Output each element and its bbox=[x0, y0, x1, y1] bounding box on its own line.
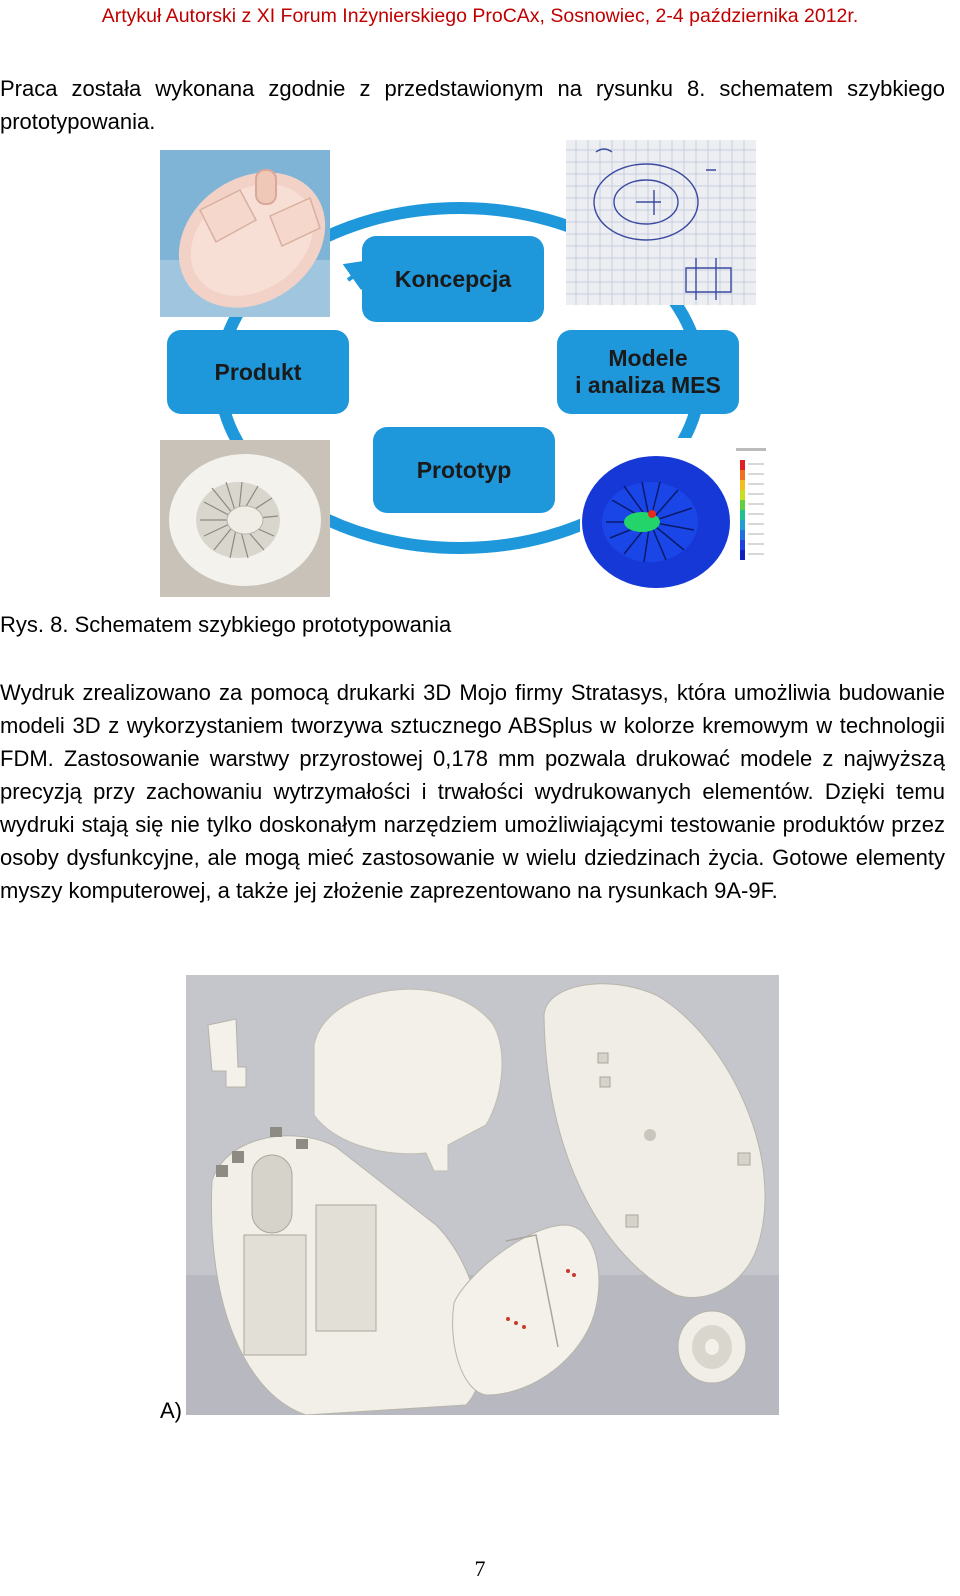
photo-fea-analysis bbox=[580, 438, 780, 603]
box-produkt bbox=[167, 330, 349, 414]
photo-sketch bbox=[566, 140, 756, 305]
intro-paragraph: Praca została wykonana zgodnie z przedstawionym na rysunku 8. schematem szybkiego prototypowania. bbox=[0, 76, 945, 134]
box-modele-label-line1: Modele bbox=[608, 345, 688, 371]
box-modele bbox=[557, 330, 739, 414]
photo-pink-mouse bbox=[160, 150, 330, 317]
box-koncepcja bbox=[362, 236, 544, 322]
box-prototyp-label: Prototyp bbox=[416, 456, 512, 483]
box-prototyp bbox=[373, 427, 555, 513]
figure-8-caption: Rys. 8. Schematem szybkiego prototypowania bbox=[0, 612, 452, 637]
box-modele-label-line2: i analiza MES bbox=[575, 372, 721, 398]
figure-9a-label: A) bbox=[160, 1398, 182, 1423]
figure-9a-photo bbox=[186, 975, 779, 1415]
figure-8 bbox=[0, 0, 960, 610]
photo-white-wheel bbox=[160, 440, 330, 597]
box-koncepcja-label: Koncepcja bbox=[394, 265, 512, 292]
box-produkt-label: Produkt bbox=[214, 358, 302, 385]
running-header: Artykuł Autorski z XI Forum Inżynierskiego ProCAx, Sosnowiec, 2-4 października 2012r. bbox=[101, 5, 859, 27]
body-paragraph: Wydruk zrealizowano za pomocą drukarki 3D Mojo firmy Stratasys, która umożliwia budowanie modeli 3D z wykorzystaniem tworzywa sztucznego ABSplus w kolorze kremowym w technologii FDM. Zastosowanie warstwy przyrostowej 0,178 mm pozwala drukować modele z najwyższą precyzją przy zachowaniu wytrzymałości i trwałości wydrukowanych elementów. Dzięki temu wydruki stają się nie tylko doskonałym narzędziem umożliwiającymi testowanie produktów przez osoby dysfunkcyjne, ale mogą mieć zastosowanie w wielu dziedzinach życia. Gotowe elementy myszy komputerowej, a także jej złożenie zaprezentowano na rysunkach 9A-9F. bbox=[0, 680, 945, 903]
page-number: 7 bbox=[474, 1556, 486, 1581]
